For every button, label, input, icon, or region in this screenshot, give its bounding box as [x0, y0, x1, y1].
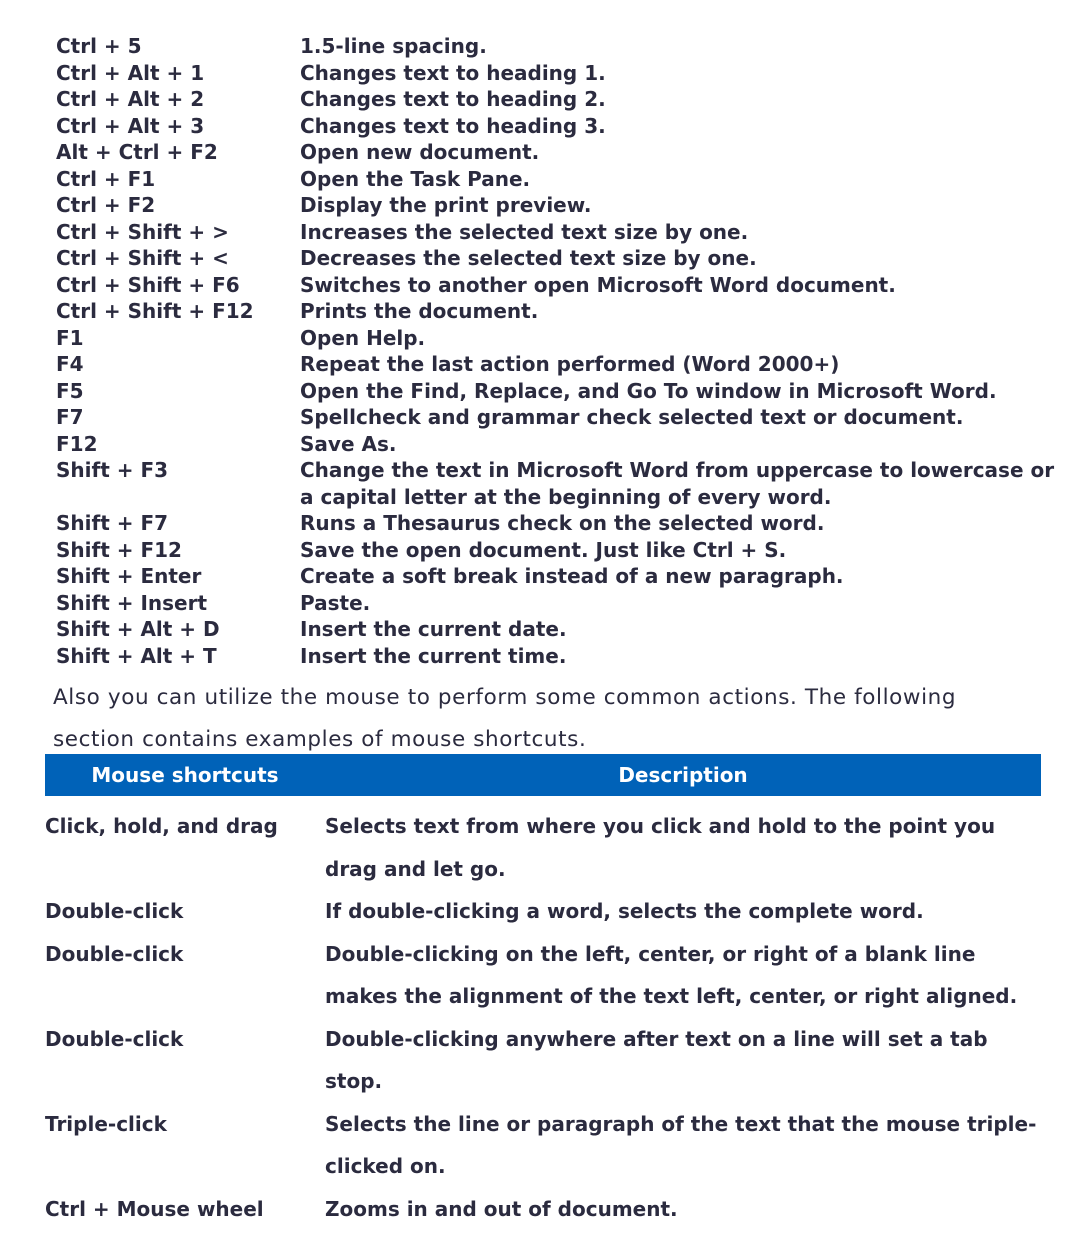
shortcut-keys: F5 [56, 378, 84, 403]
table-row [56, 643, 1056, 670]
shortcut-keys: Shift + Alt + T [56, 643, 217, 668]
mouse-table-header [45, 754, 1041, 796]
shortcut-description: Save As. [300, 431, 397, 456]
shortcut-keys: F7 [56, 405, 84, 429]
table-row [56, 298, 1056, 325]
shortcut-keys: Alt + Ctrl + F2 [56, 140, 218, 164]
shortcut-keys: F4 [56, 352, 84, 376]
mouse-description: Selects text from where you click and hold to the point you drag and let go. [325, 814, 996, 881]
table-row [56, 219, 1056, 246]
shortcut-keys: Ctrl + F2 [56, 193, 156, 217]
table-row [56, 60, 1056, 87]
shortcut-description: Open the Find, Replace, and Go To window in Microsoft Word. [300, 378, 997, 403]
table-row [45, 805, 1041, 890]
table-row [56, 431, 1056, 458]
shortcut-keys: Ctrl + Shift + < [56, 246, 229, 270]
shortcut-description: Repeat the last action performed (Word 2000+) [300, 352, 840, 376]
mouse-shortcut: Double-click [45, 899, 184, 923]
shortcut-description: Open the Task Pane. [300, 166, 531, 191]
shortcut-description: Display the print preview. [300, 193, 592, 217]
shortcut-description: Runs a Thesaurus check on the selected word. [300, 511, 825, 535]
table-row [56, 166, 1056, 193]
table-row [56, 510, 1056, 537]
table-row [56, 272, 1056, 299]
mouse-description: Selects the line or paragraph of the text that the mouse triple-clicked on. [325, 1111, 1037, 1178]
shortcut-description: Changes text to heading 3. [300, 113, 606, 138]
table-row [56, 245, 1056, 272]
shortcut-description: Decreases the selected text size by one. [300, 246, 757, 270]
shortcut-description: Paste. [300, 590, 371, 615]
table-row [56, 113, 1056, 140]
shortcut-description: Open new document. [300, 140, 540, 164]
shortcut-keys: Shift + Alt + D [56, 617, 220, 641]
mouse-description: Zooms in and out of document. [325, 1196, 678, 1221]
table-row [56, 457, 1056, 510]
table-row [45, 1103, 1041, 1188]
mouse-description: Double-clicking anywhere after text on a line will set a tab stop. [325, 1026, 988, 1093]
mouse-description: Double-clicking on the left, center, or right of a blank line makes the alignment of the text left, center, or right aligned. [325, 941, 1018, 1008]
table-row [45, 933, 1041, 1018]
table-row [56, 590, 1056, 617]
mouse-shortcut-table [45, 805, 1041, 1230]
table-row [45, 1188, 1041, 1231]
table-row [56, 563, 1056, 590]
shortcut-keys: Shift + F3 [56, 458, 169, 482]
table-row [56, 86, 1056, 113]
column-header-shortcut: Mouse shortcuts [91, 763, 279, 787]
shortcut-description: Changes text to heading 1. [300, 60, 606, 85]
shortcut-description: Insert the current time. [300, 643, 567, 668]
table-row [56, 351, 1056, 378]
shortcut-keys: Ctrl + Alt + 2 [56, 87, 205, 111]
shortcut-description: Changes text to heading 2. [300, 87, 606, 111]
shortcut-description: Switches to another open Microsoft Word document. [300, 272, 896, 297]
shortcut-keys: Shift + Insert [56, 590, 208, 615]
table-row [56, 33, 1056, 60]
shortcut-description: Change the text in Microsoft Word from uppercase to lowercase or a capital letter at the beginning of every word. [300, 458, 1055, 509]
shortcut-description: Insert the current date. [300, 617, 567, 641]
shortcut-keys: Ctrl + Shift + F6 [56, 272, 240, 297]
table-row [56, 537, 1056, 564]
table-row [56, 378, 1056, 405]
mouse-shortcut: Click, hold, and drag [45, 814, 278, 838]
shortcut-description: Increases the selected text size by one. [300, 219, 749, 244]
shortcut-description: Create a soft break instead of a new paragraph. [300, 564, 844, 588]
shortcut-keys: F12 [56, 431, 98, 456]
mouse-shortcut: Ctrl + Mouse wheel [45, 1196, 264, 1221]
intro-paragraph: Also you can utilize the mouse to perform some common actions. The following section contains examples of mouse shortcuts. [53, 685, 957, 752]
table-row [56, 192, 1056, 219]
shortcut-keys: F1 [56, 325, 84, 350]
table-row [56, 404, 1056, 431]
shortcut-keys: Ctrl + 5 [56, 34, 142, 58]
shortcut-keys: Ctrl + F1 [56, 166, 156, 191]
table-row [56, 616, 1056, 643]
table-row [45, 1018, 1041, 1103]
shortcut-keys: Shift + F7 [56, 511, 169, 535]
mouse-shortcut: Double-click [45, 941, 184, 966]
shortcut-description: 1.5-line spacing. [300, 34, 487, 58]
table-row [45, 890, 1041, 933]
table-row [56, 139, 1056, 166]
shortcut-keys: Ctrl + Shift + F12 [56, 299, 254, 323]
shortcut-description: Open Help. [300, 325, 426, 350]
shortcut-keys: Shift + Enter [56, 564, 202, 588]
keyboard-shortcut-table [56, 33, 1056, 669]
mouse-shortcut: Double-click [45, 1026, 184, 1051]
column-header-description: Description [618, 763, 748, 787]
table-row [56, 325, 1056, 352]
shortcut-keys: Ctrl + Shift + > [56, 219, 229, 244]
shortcut-description: Prints the document. [300, 299, 539, 323]
mouse-shortcut: Triple-click [45, 1111, 167, 1136]
shortcut-description: Spellcheck and grammar check selected text or document. [300, 405, 964, 429]
shortcut-keys: Shift + F12 [56, 537, 182, 562]
shortcut-keys: Ctrl + Alt + 3 [56, 113, 205, 138]
mouse-description: If double-clicking a word, selects the complete word. [325, 899, 924, 923]
shortcut-description: Save the open document. Just like Ctrl + S. [300, 537, 787, 562]
shortcut-keys: Ctrl + Alt + 1 [56, 60, 205, 85]
